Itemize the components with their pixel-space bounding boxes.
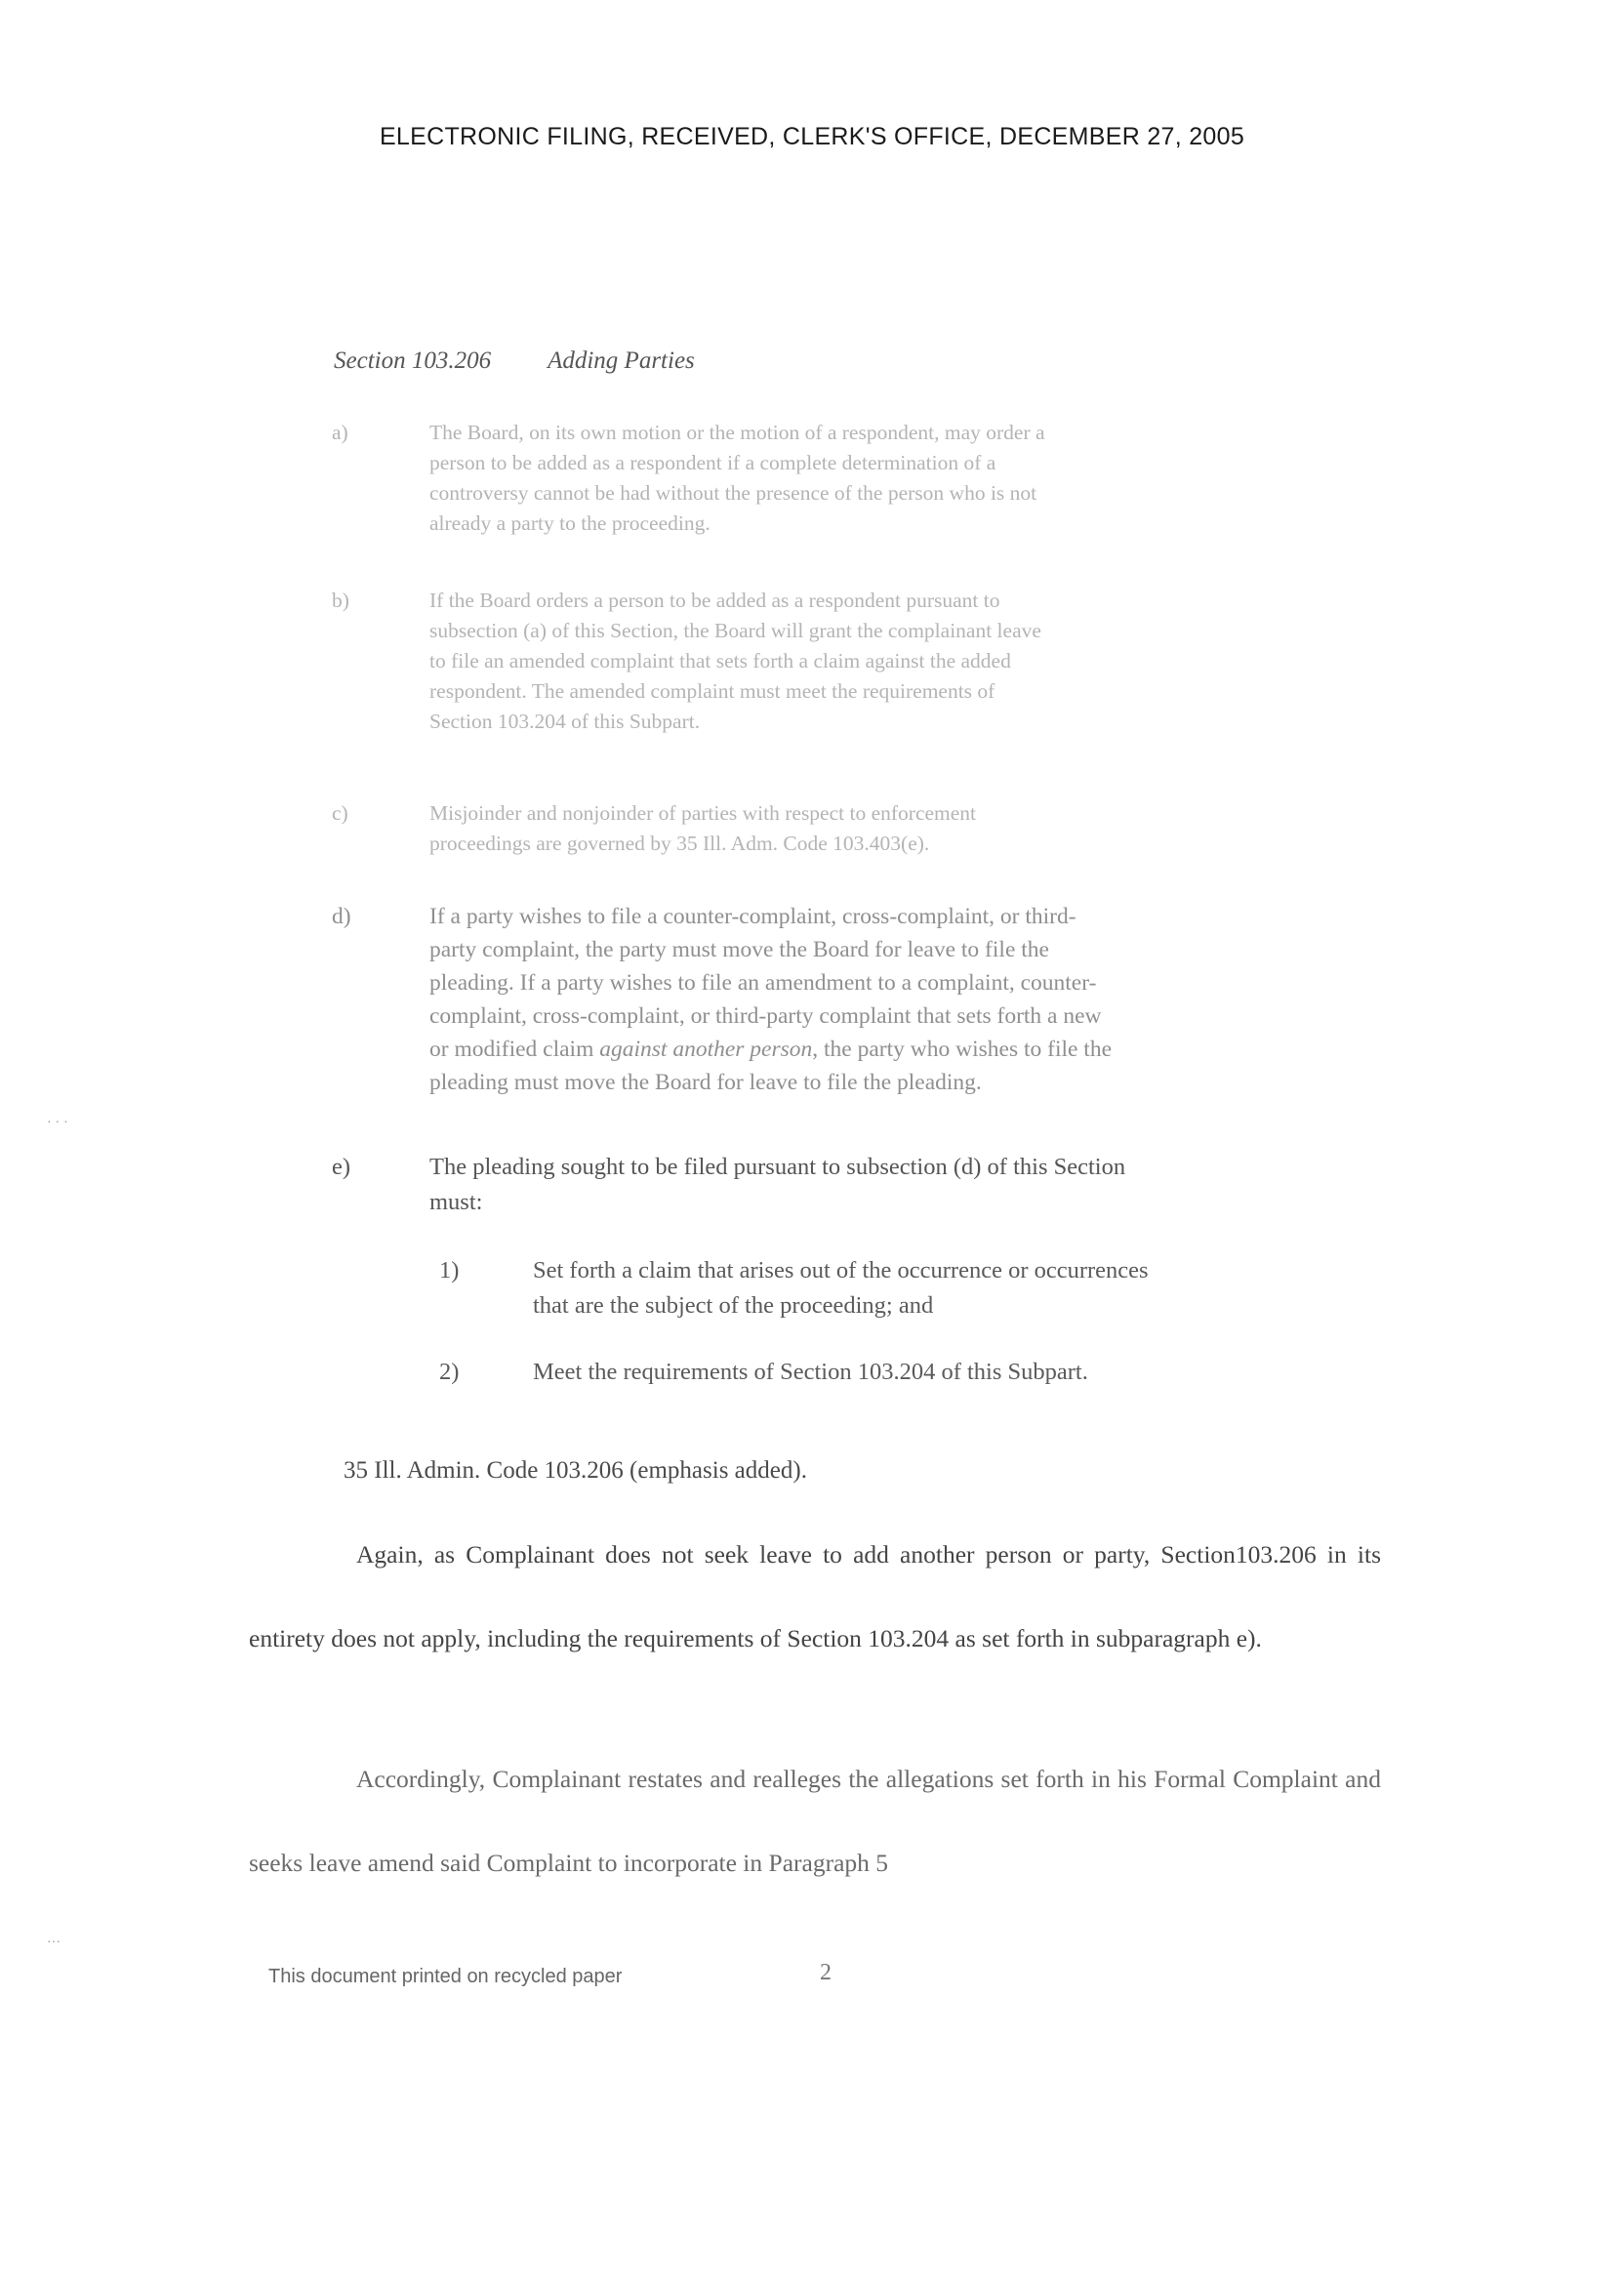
subsection-label: c) xyxy=(332,801,348,825)
subsection-label: b) xyxy=(332,589,349,612)
subitem-label: 1) xyxy=(439,1257,460,1284)
subsection-label: a) xyxy=(332,421,348,444)
citation: 35 Ill. Admin. Code 103.206 (emphasis added). xyxy=(344,1457,807,1484)
subsection-d-line: party complaint, the party must move the Board for leave to file the xyxy=(429,937,1049,962)
subsection-a-line: already a party to the proceeding. xyxy=(429,511,710,535)
subsection-d-line: If a party wishes to file a counter-complaint, cross-complaint, or third- xyxy=(429,904,1076,929)
subsection-b-line: subsection (a) of this Section, the Board will grant the complainant leave xyxy=(429,619,1041,642)
subsection-c-line: proceedings are governed by 35 Ill. Adm. Code 103.403(e). xyxy=(429,832,930,855)
claim-text: or modified claim xyxy=(429,1037,600,1062)
subsection-d-line xyxy=(429,1033,1112,1066)
scan-artifact: · · · xyxy=(47,1113,68,1128)
subsection-b-line: respondent. The amended complaint must meet the requirements of xyxy=(429,679,995,703)
section-number: Section 103.206 xyxy=(334,347,492,374)
subitem-1-line: that are the subject of the proceeding; and xyxy=(533,1292,934,1319)
subitem-label: 2) xyxy=(439,1359,460,1385)
section-title: Adding Parties xyxy=(548,347,695,374)
claim-text: , the party who wishes to file the xyxy=(812,1037,1113,1062)
section-heading xyxy=(334,347,695,375)
subitem-1-line: Set forth a claim that arises out of the occurrence or occurrences xyxy=(533,1257,1149,1284)
subsection-b-line: If the Board orders a person to be added as a respondent pursuant to xyxy=(429,589,1000,612)
subsection-a-line: person to be added as a respondent if a complete determination of a xyxy=(429,451,996,474)
subsection-b-line: Section 103.204 of this Subpart. xyxy=(429,710,701,733)
body-paragraph: Again, as Complainant does not seek leave to add another person or party, Section103.206 in its entirety does not apply, including the requirements of Section 103.204 as set forth in subparagraph e). xyxy=(249,1540,1381,1652)
page-number: 2 xyxy=(820,1960,832,1985)
subsection-d-line: complaint, cross-complaint, or third-party complaint that sets forth a new xyxy=(429,1003,1102,1029)
subsection-label: d) xyxy=(332,904,351,929)
subsection-e-line: must: xyxy=(429,1189,483,1215)
subsection-a-line: The Board, on its own motion or the motion of a respondent, may order a xyxy=(429,421,1045,444)
subsection-e-line: The pleading sought to be filed pursuant to subsection (d) of this Section xyxy=(429,1154,1126,1180)
subsection-label: e) xyxy=(332,1154,351,1180)
subsection-d-line: pleading. If a party wishes to file an amendment to a complaint, counter- xyxy=(429,970,1097,996)
body-paragraph: Accordingly, Complainant restates and realleges the allegations set forth in his Formal Complaint and seeks leave amend said Complaint to incorporate in Paragraph 5 xyxy=(249,1765,1381,1877)
subsection-b-line: to file an amended complaint that sets forth a claim against the added xyxy=(429,649,1011,672)
filing-stamp-header: ELECTRONIC FILING, RECEIVED, CLERK'S OFFICE, DECEMBER 27, 2005 xyxy=(379,123,1245,150)
subsection-a-line: controversy cannot be had without the presence of the person who is not xyxy=(429,481,1037,505)
subitem-2-line: Meet the requirements of Section 103.204 of this Subpart. xyxy=(533,1359,1088,1385)
scan-artifact: ··· xyxy=(47,1933,61,1948)
recycled-paper-footer: This document printed on recycled paper xyxy=(268,1966,623,1987)
emphasis-text: against another person xyxy=(599,1037,813,1062)
subsection-c-line: Misjoinder and nonjoinder of parties with respect to enforcement xyxy=(429,801,977,825)
subsection-d-line: pleading must move the Board for leave to file the pleading. xyxy=(429,1070,982,1095)
